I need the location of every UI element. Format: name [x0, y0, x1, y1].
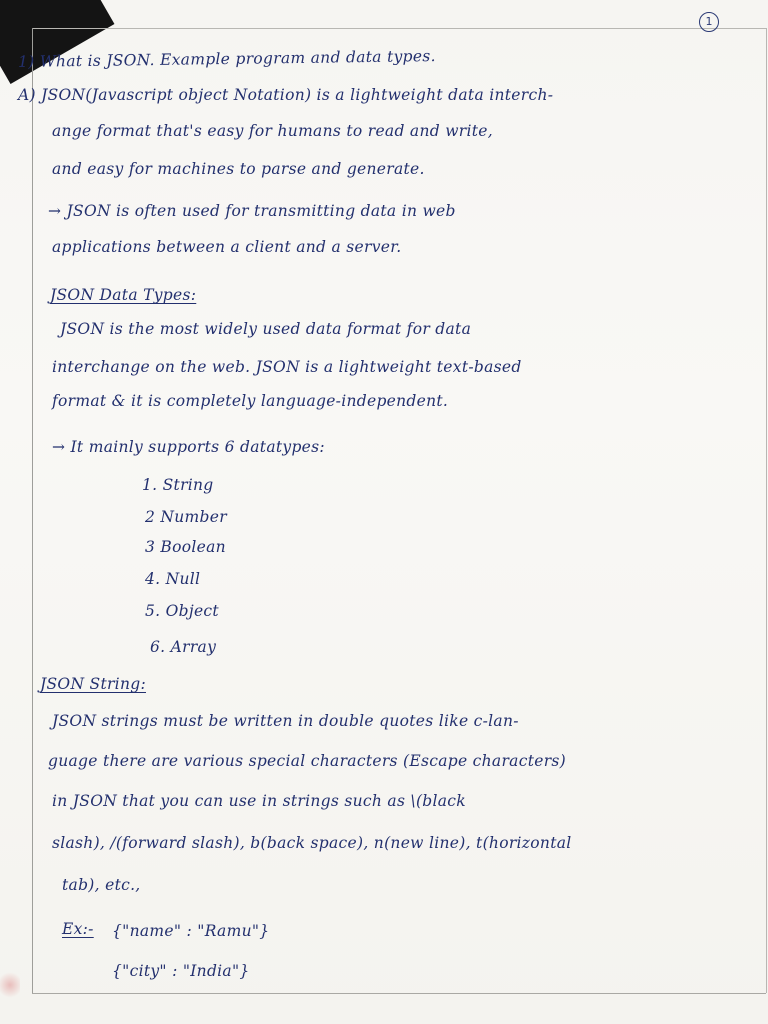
string-line-2: guage there are various special characters (Escape characters) [48, 752, 567, 770]
example-label: Ex:- [62, 920, 94, 938]
margin-line [32, 28, 33, 993]
answer-line-4: → JSON is often used for transmitting data in web [48, 202, 456, 220]
types-line-2: interchange on the web. JSON is a lightweight text-based [52, 358, 522, 376]
string-line-3: in JSON that you can use in strings such as \(black [52, 792, 466, 810]
answer-line-2: ange format that's easy for humans to read and write, [52, 122, 493, 140]
page-border-bottom [32, 993, 766, 994]
string-line-5: tab), etc., [62, 876, 141, 894]
page-number: 1 [699, 12, 719, 32]
json-string-heading: JSON String: [40, 675, 146, 693]
answer-line-5: applications between a client and a server. [52, 238, 402, 256]
types-line-3: format & it is completely language-independent. [52, 392, 449, 410]
question-line: 1) What is JSON. Example program and data types. [17, 47, 436, 71]
list-item-boolean: 3 Boolean [145, 538, 226, 556]
types-line-1: JSON is the most widely used data format for data [60, 320, 472, 338]
types-line-4: → It mainly supports 6 datatypes: [52, 438, 325, 456]
string-line-4: slash), /(forward slash), b(back space), n(new line), t(horizontal [52, 834, 572, 852]
list-item-string: 1. String [142, 476, 214, 494]
list-item-object: 5. Object [145, 602, 219, 620]
example-line-1: {"name" : "Ramu"} [112, 922, 270, 940]
page-border-top [32, 28, 766, 29]
string-line-1: JSON strings must be written in double quotes like c-lan- [52, 712, 519, 730]
answer-line-3: and easy for machines to parse and generate. [52, 160, 425, 178]
answer-line-1: A) JSON(Javascript object Notation) is a lightweight data interch- [18, 86, 554, 104]
list-item-null: 4. Null [145, 570, 201, 588]
data-types-heading: JSON Data Types: [50, 286, 197, 304]
page-border-right [766, 28, 767, 993]
example-line-2: {"city" : "India"} [112, 962, 250, 980]
list-item-number: 2 Number [145, 508, 227, 526]
ink-smudge [0, 970, 20, 1000]
list-item-array: 6. Array [150, 638, 217, 656]
corner-shadow [0, 0, 114, 84]
